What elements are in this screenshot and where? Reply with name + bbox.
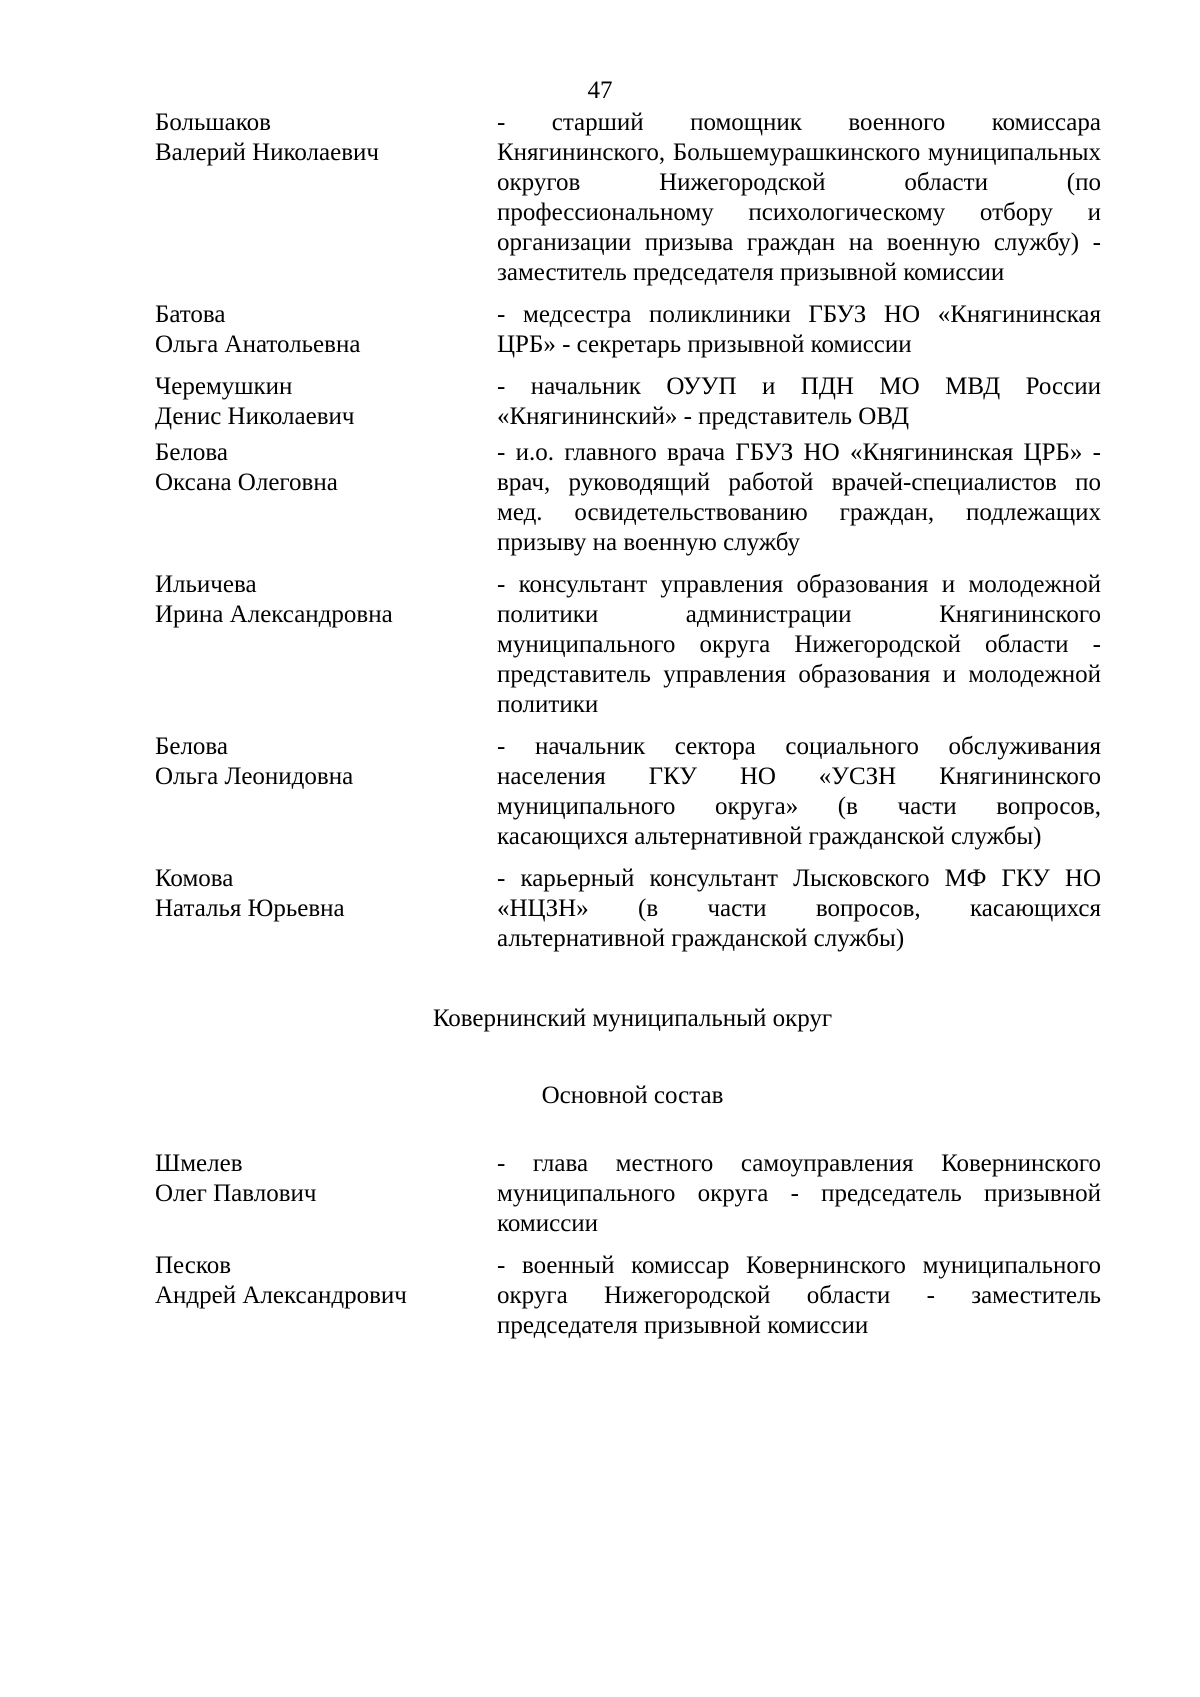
district-heading: Ковернинский муниципальный округ [432,1005,833,1032]
member-name [155,1149,497,1239]
member-role: - консультант управления образования и молодежной политики администрации Княгининского муниципального округа Нижегородской области - представитель управления образования и молодежной политики [497,571,1101,718]
member-given-name: Наталья Юрьевна [155,895,345,922]
member-given-name: Оксана Олеговна [155,469,338,496]
member-surname: Песков [155,1252,232,1279]
member-surname: Белова [155,439,228,466]
member-name [155,1251,497,1341]
member-role: - старший помощник военного комиссара Княгининского, Большемурашкинского муниципальных округов Нижегородской области (по профессиональному психологическому отбору и организации призыва граждан на военную службу) - заместитель председателя призывной комиссии [497,109,1101,286]
member-entry [155,1251,1110,1341]
member-surname: Большаков [155,109,271,136]
member-name [155,108,497,288]
member-role: - карьерный консультант Лысковского МФ ГКУ НО «НЦЗН» (в части вопросов, касающихся альтернативной гражданской службы) [497,865,1101,952]
member-role: - начальник ОУУП и ПДН МО МВД России «Княгининский» - представитель ОВД [497,373,1101,430]
member-entry [155,864,1110,954]
member-role: - глава местного самоуправления Ковернинского муниципального округа - председатель призывной комиссии [497,1150,1101,1237]
member-role: - и.о. главного врача ГБУЗ НО «Княгининская ЦРБ» - врач, руководящий работой врачей-специалистов по мед. освидетельствованию граждан, подлежащих призыву на военную службу [497,439,1101,556]
member-given-name: Ирина Александровна [155,601,393,628]
composition-heading: Основной состав [541,1082,724,1109]
member-surname: Белова [155,733,228,760]
member-entry [155,570,1110,720]
member-entry [155,108,1110,288]
member-surname: Ильичева [155,571,257,598]
member-name [155,570,497,720]
member-name [155,372,497,432]
member-entry [155,1149,1110,1239]
member-given-name: Ольга Леонидовна [155,763,354,790]
member-given-name: Денис Николаевич [155,403,355,430]
member-surname: Черемушкин [155,373,293,400]
member-entry [155,438,1110,558]
member-role: - начальник сектора социального обслуживания населения ГКУ НО «УСЗН Княгининского муниципального округа» (в части вопросов, касающихся альтернативной гражданской службы) [497,733,1101,850]
member-entry [155,300,1110,360]
member-role: - военный комиссар Ковернинского муниципального округа Нижегородской области - заместитель председателя призывной комиссии [497,1252,1101,1339]
page-number: 47 [587,77,613,104]
member-name [155,300,497,360]
member-role: - медсестра поликлиники ГБУЗ НО «Княгининская ЦРБ» - секретарь призывной комиссии [497,301,1101,358]
member-entry [155,732,1110,852]
member-name [155,732,497,852]
document-body [155,108,1110,1353]
member-given-name: Олег Павлович [155,1180,317,1207]
member-entry [155,372,1110,432]
member-given-name: Андрей Александрович [155,1282,407,1309]
member-name [155,438,497,558]
member-given-name: Ольга Анатольевна [155,331,361,358]
member-surname: Комова [155,865,234,892]
member-given-name: Валерий Николаевич [155,139,379,166]
member-surname: Шмелев [155,1150,243,1177]
member-name [155,864,497,954]
member-surname: Батова [155,301,226,328]
